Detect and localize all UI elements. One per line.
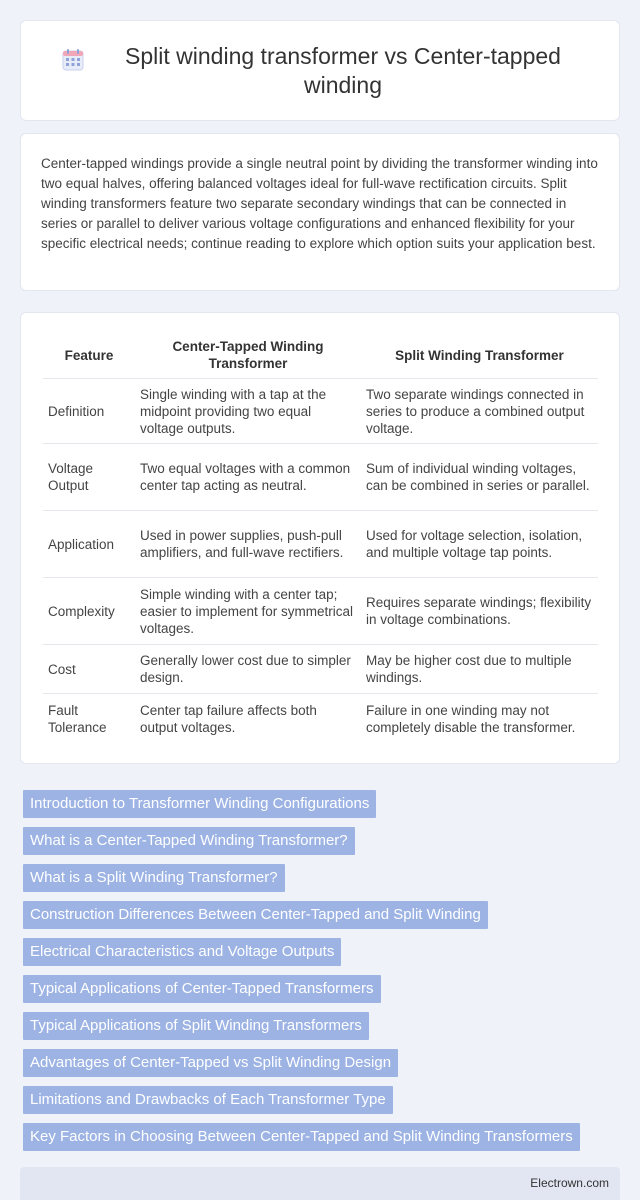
column-header-split-winding: Split Winding Transformer xyxy=(395,347,564,363)
intro-text: Center-tapped windings provide a single neutral point by dividing the transformer winding into two equal halves, offering balanced voltages ideal for full-wave rectification circuits. Split winding transformers feature two separate secondary windings that can be connected in series or parallel to deliver various voltage configurations and enhanced flexibility for your specific electrical needs; continue reading to explore which option suits your application best. xyxy=(41,156,598,251)
footer xyxy=(20,1167,620,1200)
toc-link-split-winding[interactable]: What is a Split Winding Transformer? xyxy=(23,864,285,892)
feature-cell: Application xyxy=(43,511,135,578)
table-row xyxy=(43,645,598,694)
table-row xyxy=(43,444,598,511)
column-header-center-tapped: Center-Tapped Winding Transformer xyxy=(172,339,324,371)
split-winding-cell: Used for voltage selection, isolation, and multiple voltage tap points. xyxy=(361,511,598,578)
toc-link-applications-split[interactable]: Typical Applications of Split Winding Transformers xyxy=(23,1012,369,1040)
center-tapped-cell: Two equal voltages with a common center tap acting as neutral. xyxy=(135,444,361,511)
table-header-row xyxy=(43,331,598,379)
title-card xyxy=(20,20,620,121)
title-wrap xyxy=(21,42,619,100)
center-tapped-cell: Single winding with a tap at the midpoint providing two equal voltage outputs. xyxy=(135,379,361,444)
toc-link-introduction[interactable]: Introduction to Transformer Winding Configurations xyxy=(23,790,376,818)
table-row xyxy=(43,511,598,578)
toc-link-construction[interactable]: Construction Differences Between Center-Tapped and Split Winding xyxy=(23,901,488,929)
intro-card xyxy=(20,133,620,291)
toc-link-key-factors[interactable]: Key Factors in Choosing Between Center-Tapped and Split Winding Transformers xyxy=(23,1123,580,1151)
split-winding-cell: Failure in one winding may not completely disable the transformer. xyxy=(361,694,598,744)
toc-link-applications-center-tapped[interactable]: Typical Applications of Center-Tapped Transformers xyxy=(23,975,381,1003)
page-title: Split winding transformer vs Center-tapped winding xyxy=(125,42,561,98)
toc-link-center-tapped[interactable]: What is a Center-Tapped Winding Transformer? xyxy=(23,827,355,855)
feature-cell: Definition xyxy=(43,379,135,444)
split-winding-cell: May be higher cost due to multiple windings. xyxy=(361,645,598,694)
toc-link-advantages[interactable]: Advantages of Center-Tapped vs Split Winding Design xyxy=(23,1049,398,1077)
center-tapped-cell: Center tap failure affects both output voltages. xyxy=(135,694,361,744)
center-tapped-cell: Generally lower cost due to simpler design. xyxy=(135,645,361,694)
center-tapped-cell: Simple winding with a center tap; easier to implement for symmetrical voltages. xyxy=(135,578,361,645)
footer-site-name: Electrown.com xyxy=(530,1176,609,1190)
calendar-icon xyxy=(61,48,85,72)
comparison-table xyxy=(43,331,598,744)
table-row xyxy=(43,694,598,744)
toc-link-electrical[interactable]: Electrical Characteristics and Voltage Outputs xyxy=(23,938,341,966)
table-row xyxy=(43,578,598,645)
center-tapped-cell: Used in power supplies, push-pull amplifiers, and full-wave rectifiers. xyxy=(135,511,361,578)
feature-cell: Cost xyxy=(43,645,135,694)
table-of-contents xyxy=(23,790,580,1160)
table-row xyxy=(43,379,598,444)
comparison-table-card xyxy=(20,312,620,764)
column-header-feature: Feature xyxy=(64,347,114,363)
feature-cell: Fault Tolerance xyxy=(43,694,135,744)
split-winding-cell: Sum of individual winding voltages, can be combined in series or parallel. xyxy=(361,444,598,511)
split-winding-cell: Requires separate windings; flexibility in voltage combinations. xyxy=(361,578,598,645)
split-winding-cell: Two separate windings connected in series to produce a combined output voltage. xyxy=(361,379,598,444)
toc-link-limitations[interactable]: Limitations and Drawbacks of Each Transformer Type xyxy=(23,1086,393,1114)
feature-cell: Voltage Output xyxy=(43,444,135,511)
feature-cell: Complexity xyxy=(43,578,135,645)
